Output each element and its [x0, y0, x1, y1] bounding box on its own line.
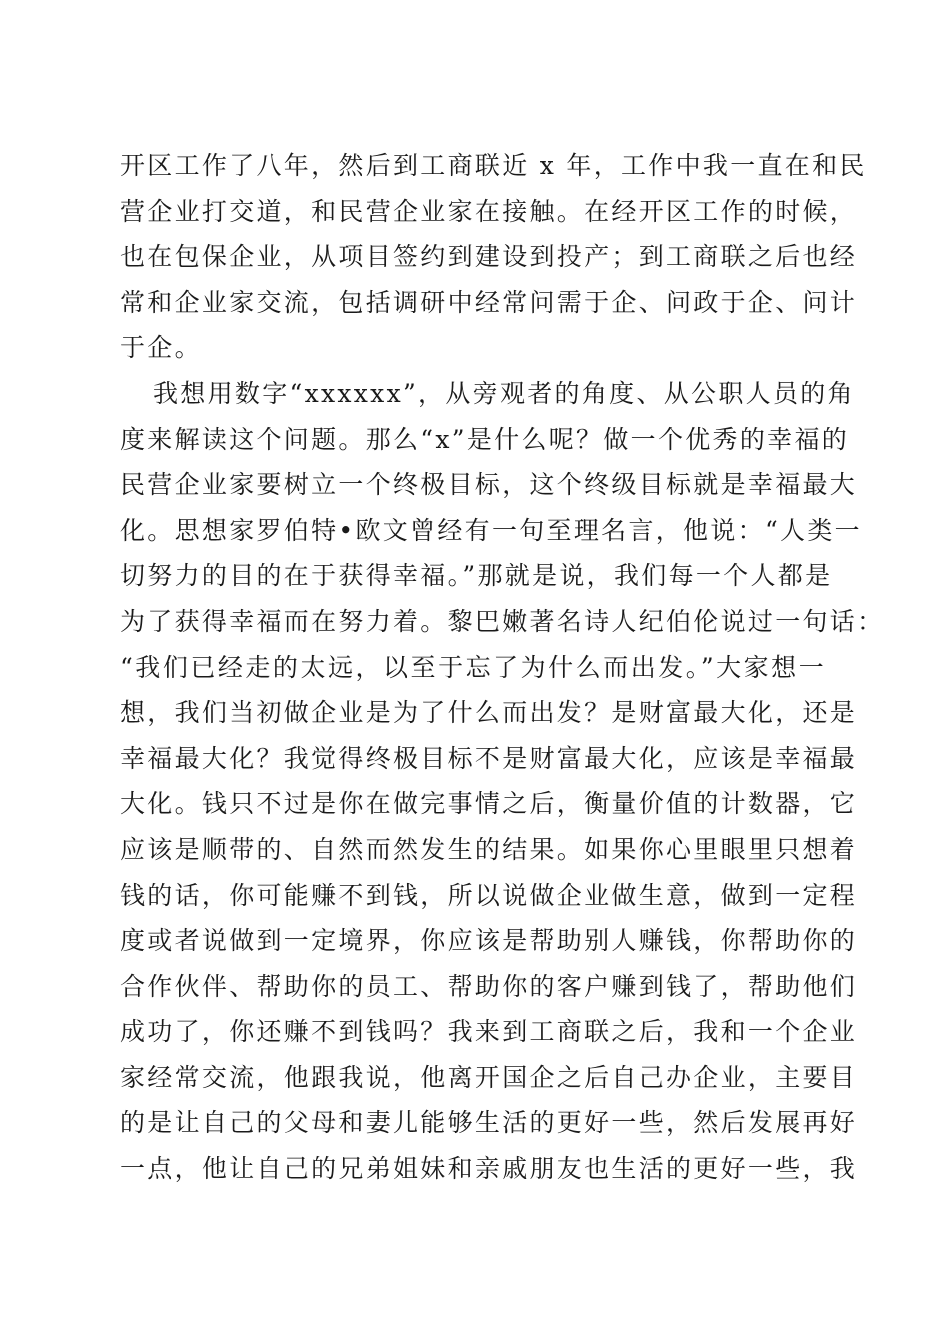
body-text — [120, 143, 885, 1192]
text-line: “我们已经走的太远，以至于忘了为什么而出发。”大家想一 — [120, 652, 826, 682]
text-line: 也在包保企业，从项目签约到建设到投产；到工商联之后也经 — [120, 242, 858, 272]
text-line: 切努力的目的在于获得幸福。”那就是说，我们每一个人都是 — [120, 561, 833, 591]
text-line: 的是让自己的父母和妻儿能够生活的更好一些，然后发展再好 — [120, 1108, 858, 1138]
text-line: 幸福最大化？我觉得终极目标不是财富最大化，应该是幸福最 — [120, 743, 858, 773]
text-line: 钱的话，你可能赚不到钱，所以说做企业做生意，做到一定程 — [120, 880, 858, 910]
text-line: 应该是顺带的、自然而然发生的结果。如果你心里眼里只想着 — [120, 834, 858, 864]
text-line: 成功了，你还赚不到钱吗？我来到工商联之后，我和一个企业 — [120, 1017, 858, 1047]
text-line: 民营企业家要树立一个终极目标，这个终级目标就是幸福最大 — [120, 470, 858, 500]
text-line: 合作伙伴、帮助你的员工、帮助你的客户赚到钱了，帮助他们 — [120, 971, 858, 1001]
text-line: 开区工作了八年，然后到工商联近 x 年，工作中我一直在和民 — [120, 151, 867, 180]
paragraph-2 — [120, 371, 885, 1192]
text-line: 营企业打交道，和民营企业家在接触。在经开区工作的时候， — [120, 196, 858, 226]
text-line: 度或者说做到一定境界，你应该是帮助别人赚钱，你帮助你的 — [120, 926, 858, 956]
text-line: 化。思想家罗伯特•欧文曾经有一句至理名言，他说：“人类一 — [120, 515, 862, 545]
text-line: 家经常交流，他跟我说，他离开国企之后自己办企业，主要目 — [120, 1062, 858, 1092]
paragraph-1 — [120, 143, 867, 371]
text-line: 为了获得幸福而在努力着。黎巴嫩著名诗人纪伯伦说过一句话： — [120, 606, 885, 636]
text-line: 度来解读这个问题。那么“x”是什么呢？做一个优秀的幸福的 — [120, 424, 850, 454]
text-line: 常和企业家交流，包括调研中经常问需于企、问政于企、问计 — [120, 287, 858, 317]
text-line: 于企。 — [120, 333, 202, 363]
text-line: 想，我们当初做企业是为了什么而出发？是财富最大化，还是 — [120, 698, 858, 728]
text-line: 大化。钱只不过是你在做完事情之后，衡量价值的计数器，它 — [120, 789, 858, 819]
text-line: 一点，他让自己的兄弟姐妹和亲戚朋友也生活的更好一些，我 — [120, 1154, 858, 1184]
text-line: 我想用数字“xxxxxx”，从旁观者的角度、从公职人员的角 — [153, 378, 855, 408]
